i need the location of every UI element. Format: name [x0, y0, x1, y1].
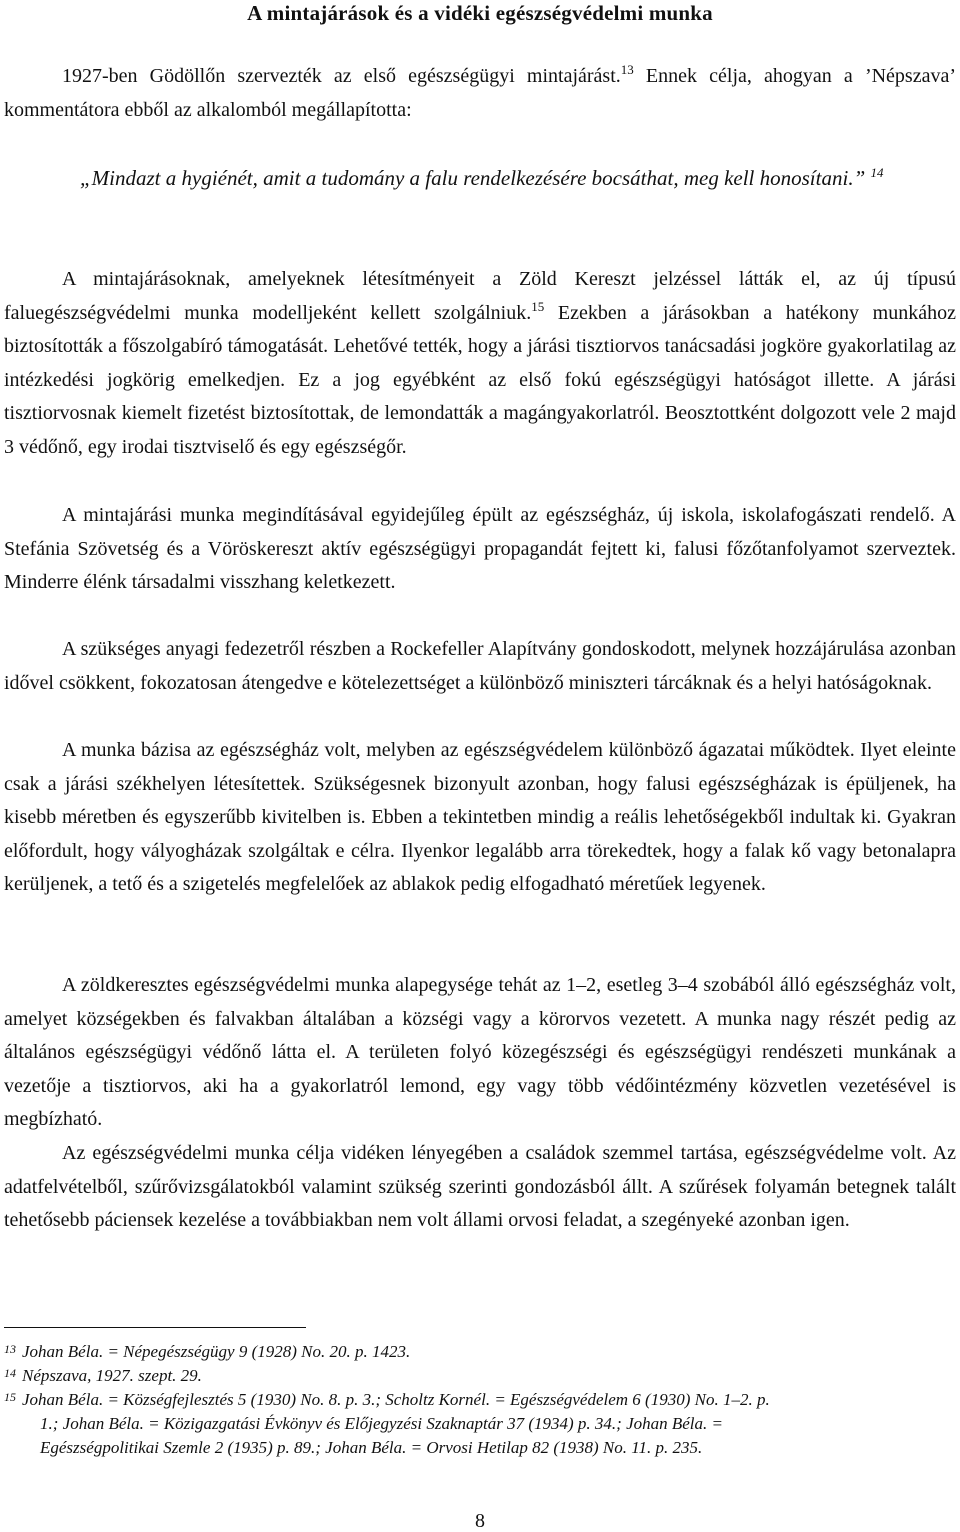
footnote-14-number: 14 [4, 1366, 16, 1380]
footnote-15-line-2: 1.; Johan Béla. = Közigazgatási Évkönyv és Előjegyzési Szaknaptár 37 (1934) p. 34.; Johan Béla. = [40, 1414, 723, 1433]
paragraph-6: A zöldkeresztes egészségvédelmi munka alapegysége tehát az 1–2, esetleg 3–4 szobából álló egészségház volt, amelyet községekben és falvakban általában a községi vagy a körorvos vezetett. A munka nagy részét pedig az általános egészségügyi védőnő látta el. A területen folyó közegészségi és egészségügyi rendészeti munkának a vezetője a tisztiorvos, aki ha a gyakorlatról lemond, egy vagy több védőintézmény közvetlen vezetésével is megbízható. [4, 974, 956, 1131]
chapter-heading: A mintajárások és a vidéki egészségvédelmi munka [247, 1, 713, 25]
paragraph-4: A szükséges anyagi fedezetről részben a Rockefeller Alapítvány gondoskodott, melynek hozzájárulása azonban idővel csökkent, fokozatosan átengedve e kötelezettséget a különböző miniszteri tárcáknak és a helyi hatóságoknak. [4, 638, 956, 694]
footnote-ref-14[interactable]: 14 [870, 165, 884, 180]
paragraph-5: A munka bázisa az egészségház volt, melyben az egészségvédelem különböző ágazatai működtek. Ilyet eleinte csak a járási székhelyen létesítettek. Szükségesnek bizonyult azonban, hogy falusi egészségházak is épüljenek, ha kisebb méretben és egyszerűbb kivitelben is. Ebben a tekintetben mindig a reális lehetőségekből indultak ki. Gyakran előfordult, hogy vályogházak szolgáltak e célra. Ilyenkor legalább arra törekedtek, hogy a falak kő vagy betonalapra kerüljenek, a tető és a szigetelés megfelelőek az ablakok pedig elfogadható méretűek legyenek. [4, 739, 956, 896]
footnote-13-number: 13 [4, 1342, 16, 1356]
paragraph-1 [4, 60, 956, 127]
footnote-14 [4, 1364, 954, 1388]
paragraph-7: Az egészségvédelmi munka célja vidéken lényegében a családok szemmel tartása, egészségvédelme volt. Az adatfelvételből, szűrővizsgálatokból valamint szükség szerinti gondozásból állt. A szűrések folyamán betegnek talált tehetősebb páciensek kezelése a továbbiakban nem volt állami orvosi feladat, a szegényeké azonban igen. [4, 1142, 956, 1232]
footnote-ref-15[interactable]: 15 [531, 298, 545, 314]
footnote-14-text: Népszava, 1927. szept. 29. [22, 1366, 202, 1385]
footnote-13 [4, 1340, 954, 1364]
paragraph-2-text-a: A mintajárásoknak, amelyeknek létesítményeit a Zöld Kereszt jelzéssel látták el, az új típusú faluegészségvédelmi munka modelljeként kellett szolgálniuk. [4, 268, 956, 324]
quote-text: „Mindazt a hygiénét, amit a tudomány a falu rendelkezésére bocsáthat, meg kell honosítani.” [80, 166, 866, 190]
footnote-15-line-1: Johan Béla. = Községfejlesztés 5 (1930) No. 8. p. 3.; Scholtz Kornél. = Egészségvédelem 6 (1930) No. 1–2. p. [22, 1390, 770, 1409]
footnote-divider [4, 1327, 306, 1328]
block-quote [80, 162, 956, 195]
paragraph-1-text-a: 1927-ben Gödöllőn szervezték az első egészségügyi mintajárást. [62, 65, 621, 87]
footnote-15-line-3: Egészségpolitikai Szemle 2 (1935) p. 89.; Johan Béla. = Orvosi Hetilap 82 (1938) No. 11. p. 235. [40, 1438, 703, 1457]
footnote-13-text: Johan Béla. = Népegészségügy 9 (1928) No. 20. p. 1423. [22, 1342, 411, 1361]
paragraph-2-text-b: Ezekben a járásokban a hatékony munkához biztosították a főszolgabíró támogatását. Lehetővé tették, hogy a járási tisztiorvos tanácsadási jogköre gyakorlatilag az intézkedési jogkörig emelkedjen. Ez a jog egyébként az első fokú egészségügyi hatóságot illette. A járási tisztiorvosnak kiemelt fizetést biztosítottak, de lemondatták a magángyakorlatról. Beosztottként dolgozott vele 2 majd 3 védőnő, egy irodai tisztviselő és egy egészségőr. [4, 301, 956, 458]
paragraph-2 [4, 263, 956, 465]
paragraph-3: A mintajárási munka megindításával egyidejűleg épült az egészségház, új iskola, iskolafogászati rendelő. A Stefánia Szövetség és a Vöröskereszt aktív egészségügyi propagandát fejtett ki, falusi főzőtanfolyamot szerveztek. Minderre élénk társadalmi visszhang keletkezett. [4, 504, 956, 594]
footnote-ref-13[interactable]: 13 [620, 62, 634, 77]
footnote-15 [4, 1388, 954, 1412]
paragraph-1-text-b: Ennek célja, ahogyan a ’Népszava’ kommentátora ebből az alkalomból megállapította: [4, 65, 957, 121]
page-number: 8 [475, 1510, 485, 1532]
footnotes-section [4, 1340, 954, 1460]
footnote-15-number: 15 [4, 1390, 16, 1404]
